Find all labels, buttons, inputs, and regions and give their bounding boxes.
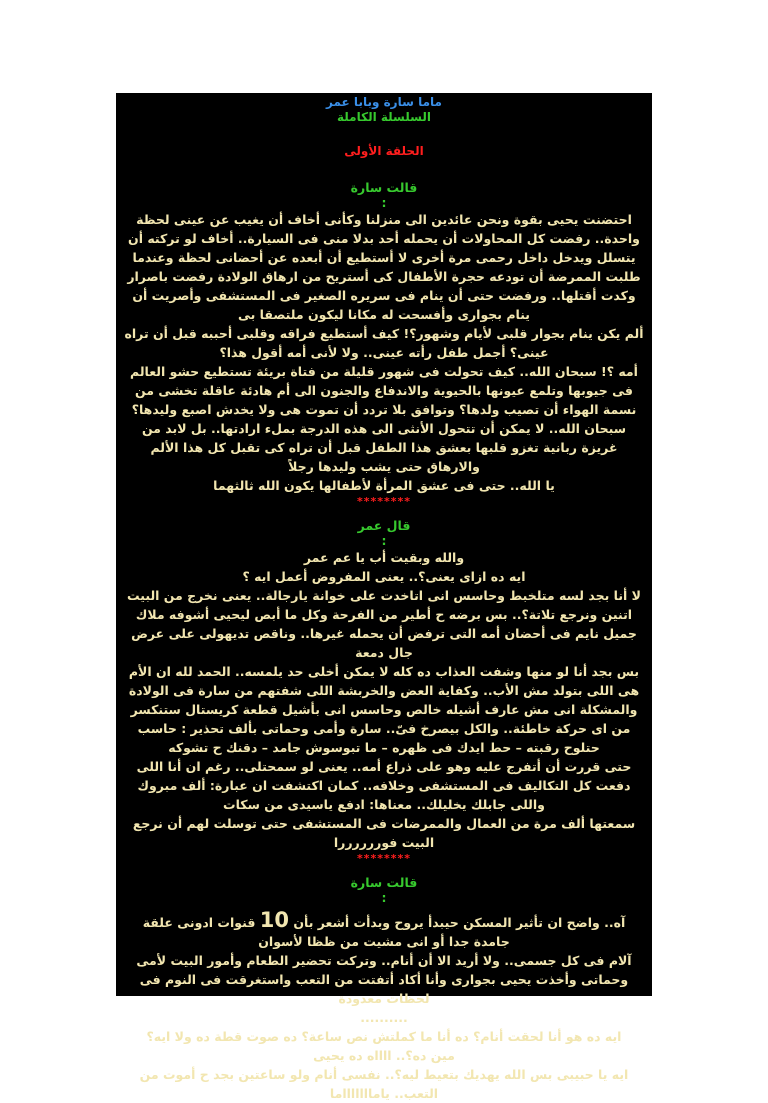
paragraph: ايه يا حبيبى بس الله يهديك بتعيط ليه؟.. نفسى أنام ولو ساعتين بجد ح أموت من التعب.. ياماااااااما bbox=[139, 1067, 629, 1101]
paragraph: ايه ده ازاى يعنى؟.. يعنى المفروض أعمل ايه ؟ bbox=[242, 569, 526, 584]
highlighted-number: 10 bbox=[259, 908, 289, 932]
paragraph: احتضنت يحيى بقوة ونحن عائدين الى منزلنا وكأنى أخاف أن يغيب عن عينى لحظة واحدة.. رفضت كل المحاولات أن يحمله أحد بدلا منى فى السيارة.. أخاف لو تركته أن يتسلل ويدخل داخل رحمى مرة أخرى لا أستطيع أن أبعده عن أحضانى لحظة وعندما طلبت الممرضة أن تودعه حجرة الأطفال كى أستريح من ارهاق الولادة رفضت باصرار وكدت أقتلها.. ورفضت حتى أن ينام فى سريره الصغير فى المستشفى وأصريت أن ينام بجوارى وأفسحت له مكانا ليكون ملتصقا بى bbox=[127, 212, 641, 322]
paragraph: والله وبقيت أب يا عم عمر bbox=[303, 550, 465, 565]
paragraph: يا الله.. حتى فى عشق المرأة لأطفالها يكون الله ثالثهما bbox=[213, 478, 555, 493]
paragraph-with-number bbox=[124, 908, 644, 951]
speaker-colon: : bbox=[381, 533, 387, 548]
series-title: ماما سارة وبابا عمر bbox=[326, 95, 442, 109]
paragraph: لا أنا بجد لسه متلخبط وحاسس انى اتاخدت على خوانة يارجالة.. يعنى نخرج من البيت اتنين ونرجع تلاتة؟.. بس برضه ح أطير من الفرحة وكل ما أبص ليحيى أشوفه ملاك جميل نايم فى أحضان أمه التى ترفض أن يحمله غيرها.. وناقص تديهولى على عرض جال دمعة bbox=[127, 588, 641, 660]
paragraph: آلام فى كل جسمى.. ولا أريد الا أن أنام.. وتركت تحضير الطعام وأمور البيت لأمى وحماتى وأخذت يحيى بجوارى وأنا أكاد أتفتت من التعب واستغرقت فى النوم فى لحظات معدودة bbox=[136, 953, 632, 1006]
paragraph-text: آه.. واضح ان تأثير المسكن حيبدأ يروح وبدأت أشعر بأن bbox=[289, 915, 626, 930]
paragraph: والمشكلة انى مش عارف أشيله خالص وحاسس انى بأشيل قطعة كريستال ستنكسر من اى حركة خاطئة.. والكل بيصرخ فىّ.. سارة وأمى وحماتى بألف تحذير : حاسب حتلوح رقبته – حط ايدك فى ظهره – ما تبوسوش جامد – دقنك ح تشوكه bbox=[130, 702, 638, 755]
paragraph: سبحان الله.. لا يمكن أن تتحول الأنثى الى هذه الدرجة بملء ارادتها.. بل لابد من غريزة ربانية تغزو قلبها بعشق هذا الطفل قبل أن تراه كى تقبل كل هذا الألم والارهاق حتى يشب وليدها رجلاً bbox=[141, 421, 627, 474]
paragraph: أمه ؟! سبحان الله.. كيف تحولت فى شهور قليلة من فتاة بريئة تستطيع حشو العالم فى جيوبها وتلمع عيونها بالحيوية والاندفاع والجنون الى أم هادئة عاقلة تخشى من نسمة الهواء أن تصيب ولدها؟ وتوافق بلا تردد أن تموت هى ولا يخدش اصبع وليدها؟ bbox=[130, 364, 638, 417]
paragraph: مين ده؟.. ااااه ده يحيى bbox=[313, 1048, 455, 1063]
paragraph: سمعتها ألف مرة من العمال والممرضات فى المستشفى حتى توسلت لهم أن نرجع البيت فوررررررا bbox=[132, 816, 636, 850]
series-subtitle: السلسلة الكاملة bbox=[336, 110, 431, 124]
section-separator: ******** bbox=[356, 852, 412, 865]
ellipsis-line: .......... bbox=[360, 1010, 408, 1025]
section-separator: ******** bbox=[356, 495, 412, 508]
speaker-heading-omar: قال عمر bbox=[357, 518, 411, 533]
speaker-heading-sara-1: قالت سارة bbox=[350, 180, 418, 195]
speaker-colon: : bbox=[381, 890, 387, 905]
paragraph-text: قنوات ادونى علقة جامدة جدا أو انى مشيت من ظظا لأسوان bbox=[142, 915, 510, 949]
document-page bbox=[116, 93, 652, 1101]
speaker-heading-sara-2: قالت سارة bbox=[350, 875, 418, 890]
paragraph: بس بجد أنا لو منها وشفت العذاب ده كله لا يمكن أخلى حد يلمسه.. الحمد لله ان الأم هى اللى بتولد مش الأب.. وكفاية العض والخربشة اللى شفتهم من سارة فى الولادة bbox=[128, 664, 640, 698]
speaker-colon: : bbox=[381, 195, 387, 210]
paragraph: ايه ده هو أنا لحقت أنام؟ ده أنا ما كملتش نص ساعة؟ ده صوت قطة ده ولا ايه؟ bbox=[146, 1029, 622, 1044]
paragraph: حتى قررت أن أتفرج عليه وهو على ذراع أمه.. يعنى لو سمحتلى.. رغم ان أنا اللى دفعت كل التكاليف فى المستشفى وخلافه.. كمان اكتشفت ان عبارة: ألف مبروك واللى جابلك يخليلك.. معناها: ادفع ياسيدى من سكات bbox=[136, 759, 632, 812]
paragraph: ألم يكن ينام بجوار قلبى لأيام وشهور؟! كيف أستطيع فراقه وقلبى أحببه قبل أن تراه عينى؟ أجمل طفل رأته عينى.. ولا لأنى أمه أقول هذا؟ bbox=[124, 326, 644, 360]
episode-title: الحلقة الأولى bbox=[344, 144, 424, 158]
